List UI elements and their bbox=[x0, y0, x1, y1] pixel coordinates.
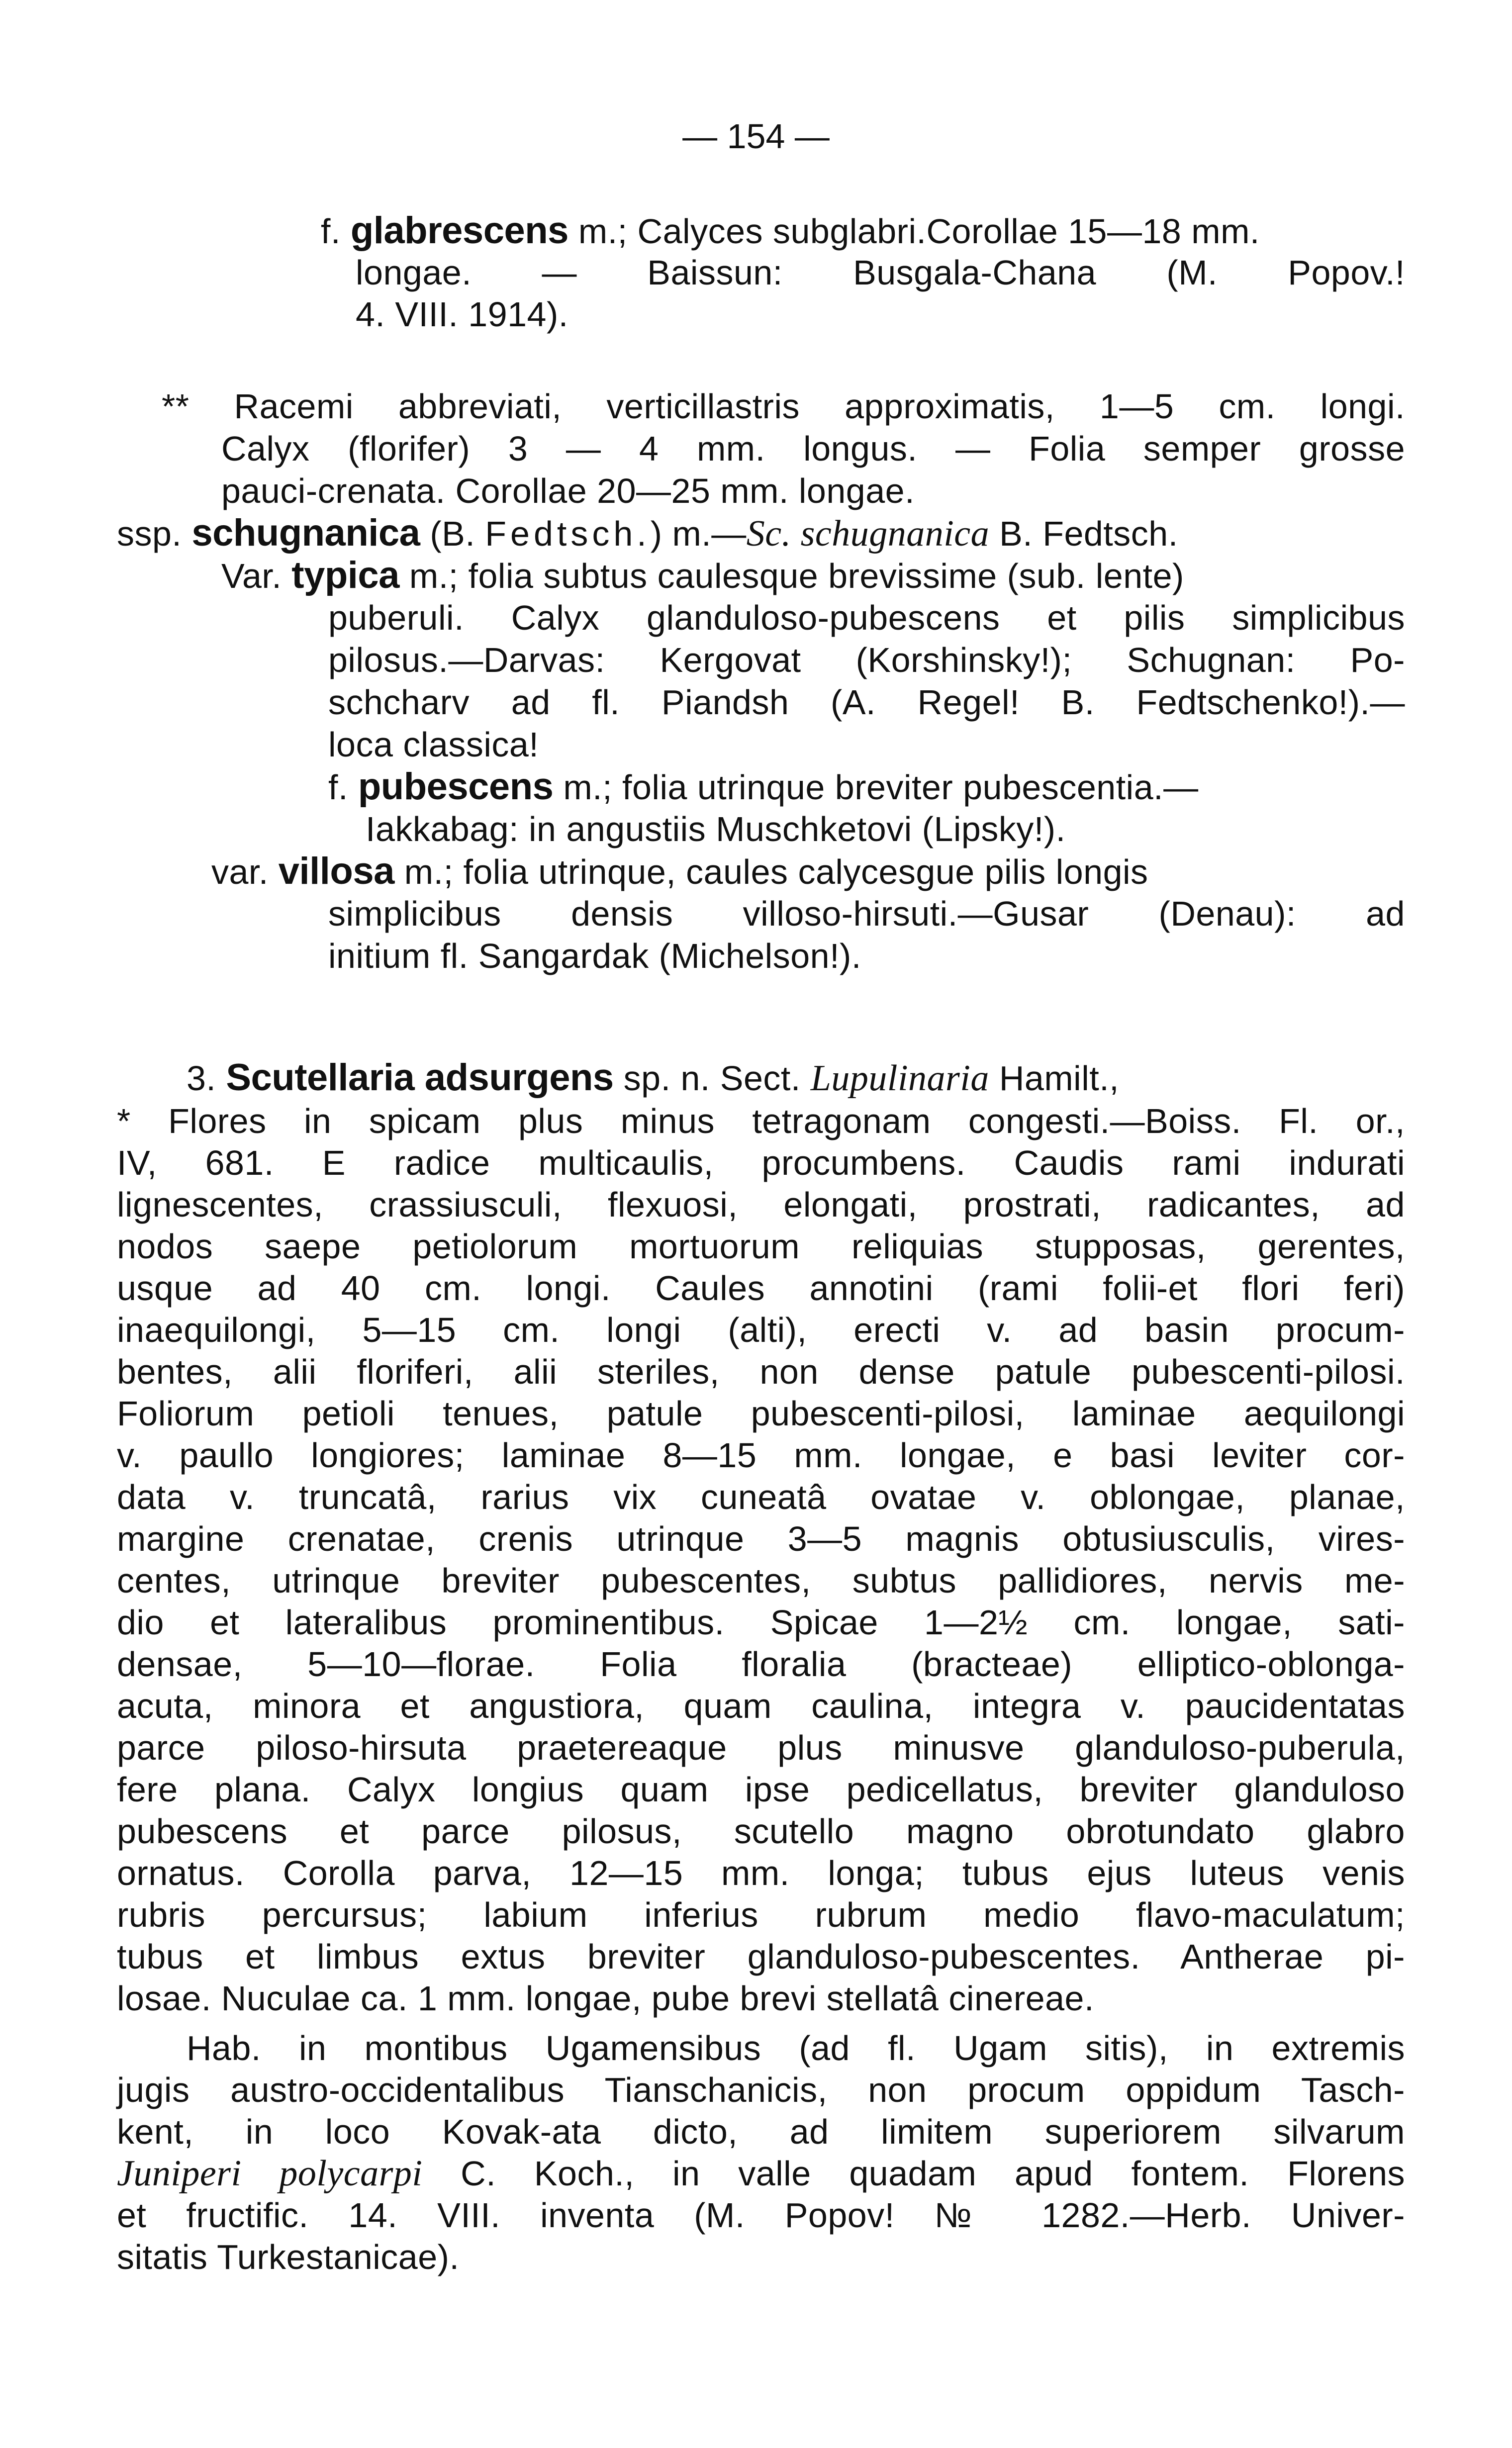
description-line: ornatus. Corolla parva, 12—15 mm. longa; tubus ejus luteus venis bbox=[117, 1854, 1405, 1892]
key-racemi-line-1: ** Racemi abbreviati, verticillastris approximatis, 1—5 cm. longi. bbox=[162, 387, 1405, 426]
description-line: acuta, minora et angustiora, quam caulina, integra v. paucidentatas bbox=[117, 1687, 1405, 1725]
key-racemi-line-3: pauci-crenata. Corollae 20—25 mm. longae. bbox=[221, 471, 915, 510]
description-line: data v. truncatâ, rarius vix cuneatâ ovatae v. oblongae, planae, bbox=[117, 1478, 1405, 1516]
var-typica-line-1: Var. typica m.; folia subtus caulesque brevissime (sub. lente) bbox=[221, 554, 1184, 596]
description-line: inaequilongi, 5—15 cm. longi (alti), erecti v. ad basin procum- bbox=[117, 1311, 1405, 1349]
habitat-line: jugis austro-occidentalibus Tianschanicis, non procum oppidum Tasch- bbox=[117, 2071, 1405, 2109]
description-line: v. paullo longiores; laminae 8—15 mm. longae, e basi leviter cor- bbox=[117, 1436, 1405, 1475]
description-line: fere plana. Calyx longius quam ipse pedicellatus, breviter glanduloso bbox=[117, 1770, 1405, 1809]
taxon-name: villosa bbox=[278, 850, 394, 892]
key-racemi-line-2: Calyx (florifer) 3 — 4 mm. longus. — Folia semper grosse bbox=[221, 429, 1405, 468]
taxon-name: glabrescens bbox=[350, 209, 568, 252]
description-line: rubris percursus; labium inferius rubrum medio flavo-maculatum; bbox=[117, 1895, 1405, 1934]
habitat-line: et fructific. 14. VIII. inventa (M. Popov! № 1282.—Herb. Univer- bbox=[117, 2196, 1405, 2235]
description-line: losae. Nuculae ca. 1 mm. longae, pube brevi stellatâ cinereae. bbox=[117, 1979, 1094, 2018]
entry-glabrescens-line-2: longae. — Baissun: Busgala-Chana (M. Popov.! bbox=[356, 253, 1405, 292]
var-typica-line-2: puberuli. Calyx glanduloso-pubescens et pilis simplicibus bbox=[328, 598, 1405, 637]
description-line: nodos saepe petiolorum mortuorum reliquias stupposas, gerentes, bbox=[117, 1227, 1405, 1266]
habitat-line: kent, in loco Kovak-ata dicto, ad limitem superiorem silvarum bbox=[117, 2112, 1405, 2151]
var-villosa-line-1: var. villosa m.; folia utrinque, caules calycesgue pilis longis bbox=[211, 850, 1148, 892]
description-line: parce piloso-hirsuta praetereaque plus minusve glanduloso-puberula, bbox=[117, 1728, 1405, 1767]
description-line: densae, 5—10—florae. Folia floralia (bracteae) elliptico-oblonga- bbox=[117, 1645, 1405, 1684]
description-line: lignescentes, crassiusculi, flexuosi, elongati, prostrati, radicantes, ad bbox=[117, 1185, 1405, 1224]
description-line: pubescens et parce pilosus, scutello magno obrotundato glabro bbox=[117, 1812, 1405, 1851]
var-typica-line-4: schcharv ad fl. Piandsh (A. Regel! B. Fedtschenko!).— bbox=[328, 683, 1405, 722]
taxon-name: schugnanica bbox=[191, 512, 420, 554]
description-line: usque ad 40 cm. longi. Caules annotini (rami folii-et flori feri) bbox=[117, 1269, 1405, 1308]
description-line: Foliorum petioli tenues, patule pubescenti-pilosi, laminae aequilongi bbox=[117, 1394, 1405, 1433]
taxon-name: pubescens bbox=[358, 765, 554, 808]
var-typica-line-3: pilosus.—Darvas: Kergovat (Korshinsky!); Schugnan: Po- bbox=[328, 641, 1405, 679]
entry-glabrescens-line-3: 4. VIII. 1914). bbox=[356, 295, 568, 334]
habitat-line: Hab. in montibus Ugamensibus (ad fl. Ugam sitis), in extremis bbox=[187, 2029, 1405, 2068]
var-villosa-line-2: simplicibus densis villoso-hirsuti.—Gusar (Denau): ad bbox=[328, 894, 1405, 933]
var-villosa-line-3: initium fl. Sangardak (Michelson!). bbox=[328, 937, 861, 975]
species-adsurgens-heading: 3. Scutellaria adsurgens sp. n. Sect. Lupulinaria Hamilt., bbox=[187, 1056, 1120, 1099]
habitat-line: sitatis Turkestanicae). bbox=[117, 2238, 460, 2276]
description-line: tubus et limbus extus breviter glanduloso-pubescentes. Antherae pi- bbox=[117, 1937, 1405, 1976]
description-line: centes, utrinque breviter pubescentes, subtus pallidiores, nervis me- bbox=[117, 1561, 1405, 1600]
description-line: * Flores in spicam plus minus tetragonam congesti.—Boiss. Fl. or., bbox=[117, 1102, 1405, 1140]
description-line: bentes, alii floriferi, alii steriles, non dense patule pubescenti-pilosi. bbox=[117, 1352, 1405, 1391]
description-line: margine crenatae, crenis utrinque 3—5 magnis obtusiusculis, vires- bbox=[117, 1519, 1405, 1558]
description-line: dio et lateralibus prominentibus. Spicae 1—2½ cm. longae, sati- bbox=[117, 1603, 1405, 1642]
var-typica-line-5: loca classica! bbox=[328, 725, 539, 764]
description-line: IV, 681. E radice multicaulis, procumbens. Caudis rami indurati bbox=[117, 1143, 1405, 1182]
f-pubescens-line-1: f. pubescens m.; folia utrinque breviter pubescentia.— bbox=[328, 765, 1199, 808]
page-number: — 154 — bbox=[682, 117, 830, 156]
taxon-name: typica bbox=[291, 554, 399, 596]
species-name: Scutellaria adsurgens bbox=[226, 1056, 614, 1099]
f-pubescens-line-2: Iakkabag: in angustiis Muschketovi (Lipsky!). bbox=[366, 810, 1066, 848]
entry-glabrescens-line-1: f. glabrescens m.; Calyces subglabri.Corollae 15—18 mm. bbox=[321, 209, 1260, 252]
ssp-schugnanica: ssp. schugnanica (B. Fedtsch.) m.—Sc. schugnanica B. Fedtsch. bbox=[117, 512, 1178, 554]
habitat-line: Juniperi polycarpi C. Koch., in valle quadam apud fontem. Florens bbox=[117, 2153, 1405, 2194]
